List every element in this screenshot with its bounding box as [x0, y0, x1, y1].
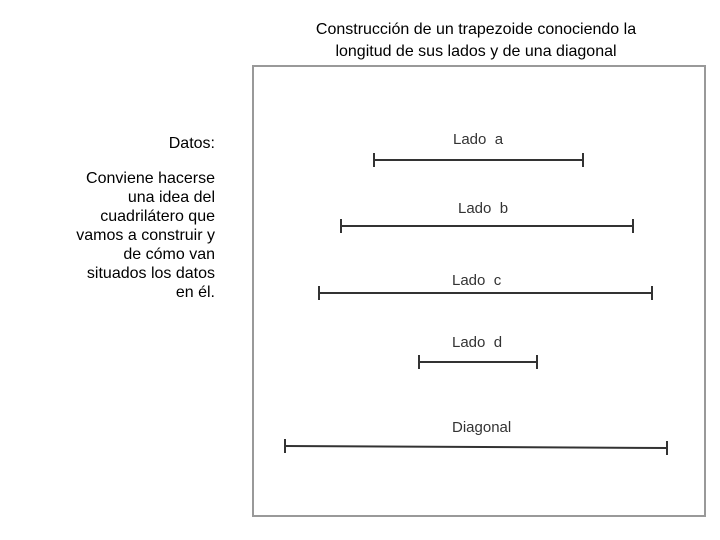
- title-line-1: Construcción de un trapezoide conociendo la: [315, 21, 637, 38]
- segment-diagonal: [285, 419, 667, 455]
- segment-label-lado-a: Lado a: [453, 131, 504, 148]
- explanation-line: de cómo van: [123, 246, 215, 263]
- explanation-line: una idea del: [127, 189, 215, 206]
- explanation-line: en él.: [175, 284, 215, 301]
- segment-lado-c: [319, 272, 652, 300]
- segment-label-lado-c: Lado c: [452, 272, 502, 289]
- segment-label-lado-b: Lado b: [458, 200, 509, 217]
- segment-label-diagonal: Diagonal: [452, 419, 512, 436]
- explanation-line: vamos a construir y: [76, 227, 215, 244]
- data-heading: Datos:: [168, 135, 215, 152]
- segment-label-lado-d: Lado d: [452, 334, 503, 351]
- segment-lado-b: [341, 200, 633, 233]
- title-line-2: longitud de sus lados y de una diagonal: [335, 43, 617, 60]
- segment-lado-d: [419, 334, 537, 369]
- segment-line-diagonal: [285, 446, 667, 448]
- explanation-line: cuadrilátero que: [100, 208, 215, 225]
- explanation-line: situados los datos: [86, 265, 215, 282]
- explanation-line: Conviene hacerse: [86, 170, 215, 187]
- segment-lado-a: [374, 131, 583, 167]
